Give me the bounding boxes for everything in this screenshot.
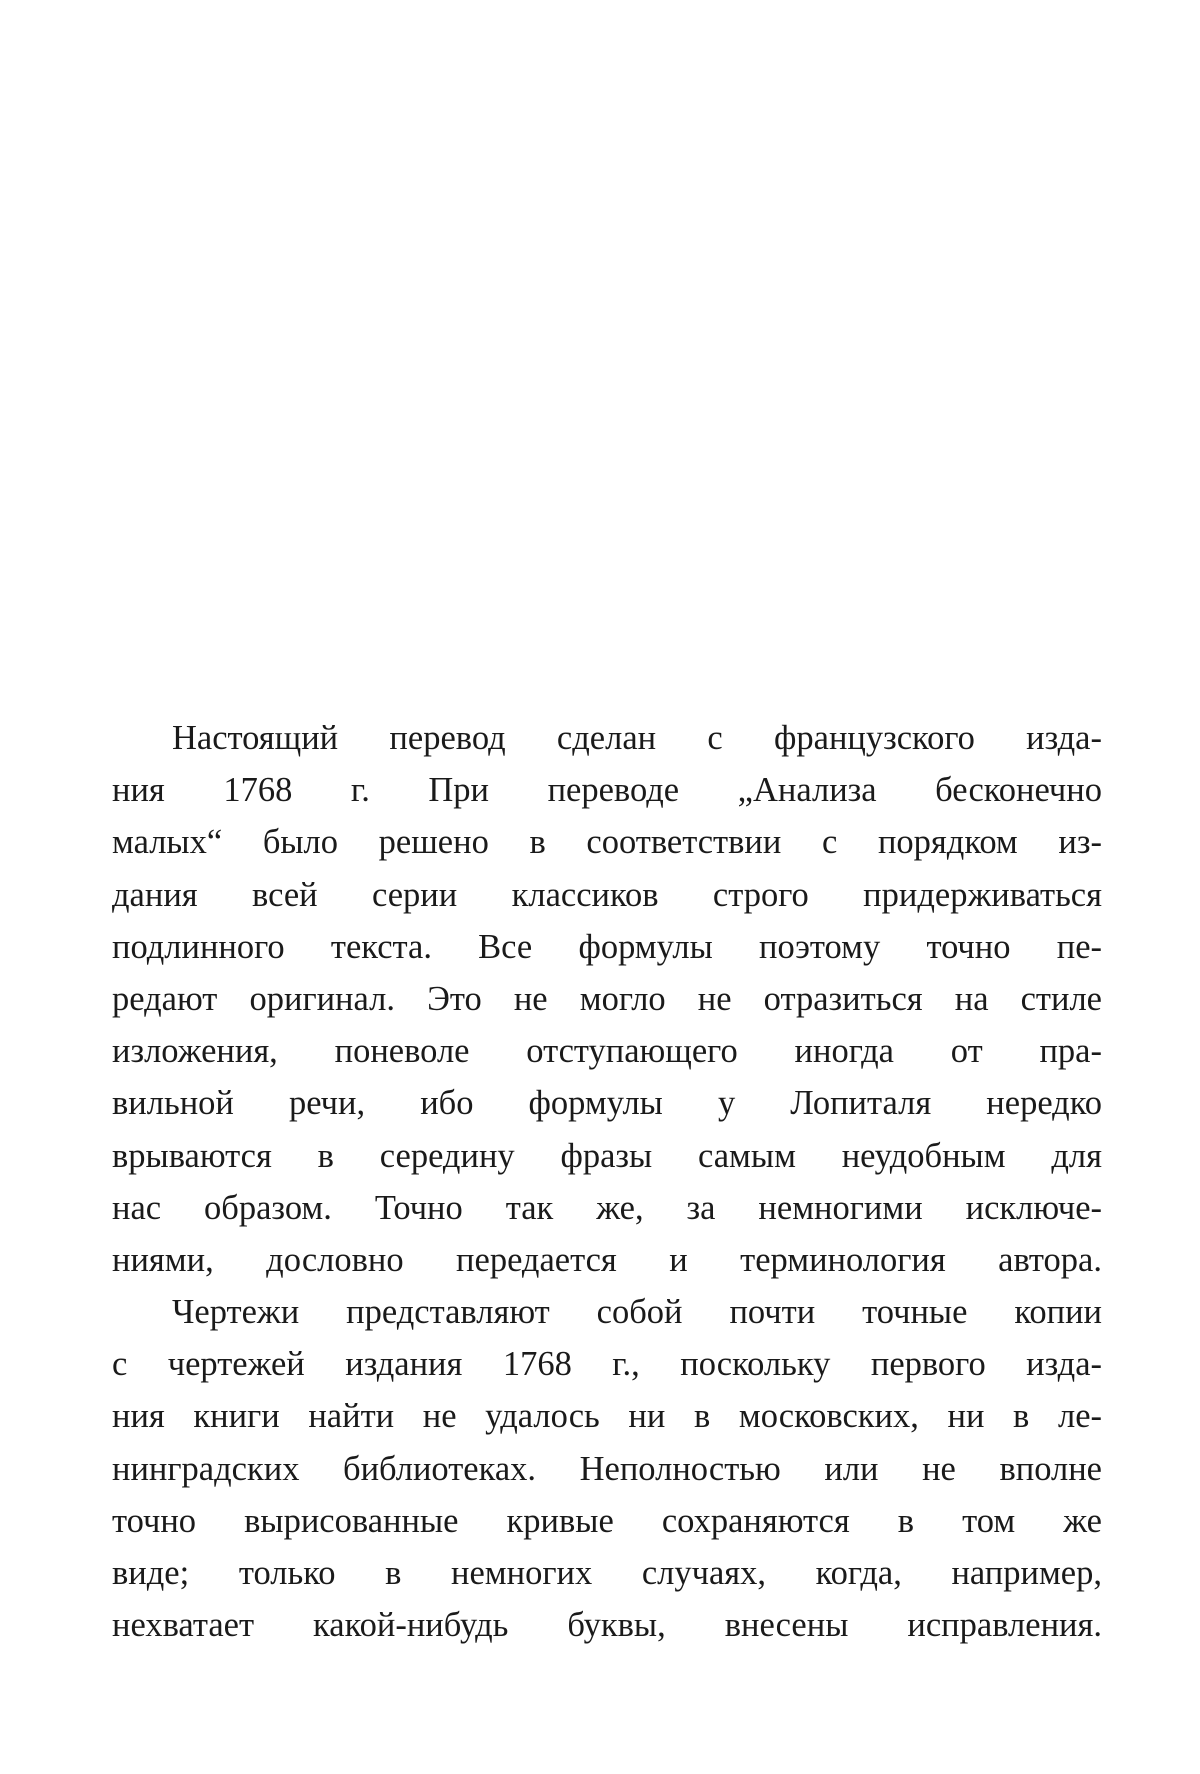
text-line: Чертежи представляют собой почти точные копии — [172, 1293, 1102, 1332]
translator-note — [112, 712, 1102, 1651]
text-line: врываются в середину фразы самым неудобным для — [112, 1136, 1102, 1175]
text-line: нехватает какой-нибудь буквы, внесены исправления. — [112, 1606, 1102, 1645]
text-line: дания всей серии классиков строго придерживаться — [112, 875, 1102, 914]
text-line: Настоящий перевод сделан с французского изда- — [172, 719, 1102, 757]
text-line: малых“ было решено в соответствии с порядком из- — [112, 823, 1102, 862]
text-line: ниями, дословно передается и терминология автора. — [112, 1240, 1102, 1279]
text-line: вильной речи, ибо формулы у Лопиталя нередко — [112, 1084, 1102, 1123]
text-line: нас образом. Точно так же, за немногими исключе- — [112, 1188, 1102, 1227]
text-line: подлинного текста. Все формулы поэтому точно пе- — [112, 927, 1102, 966]
text-line: с чертежей издания 1768 г., поскольку первого изда- — [112, 1345, 1102, 1384]
text-line: редают оригинал. Это не могло не отразиться на стиле — [112, 979, 1102, 1018]
text-line: точно вырисованные кривые сохраняются в том же — [112, 1501, 1102, 1540]
text-line: нинградских библиотеках. Неполностью или не вполне — [112, 1449, 1102, 1488]
text-line: ния 1768 г. При переводе „Анализа бесконечно — [112, 771, 1102, 810]
text-line: ния книги найти не удалось ни в московских, ни в ле- — [112, 1397, 1102, 1436]
text-line: виде; только в немногих случаях, когда, например, — [112, 1554, 1102, 1592]
text-line: изложения, поневоле отступающего иногда от пра- — [112, 1032, 1102, 1071]
